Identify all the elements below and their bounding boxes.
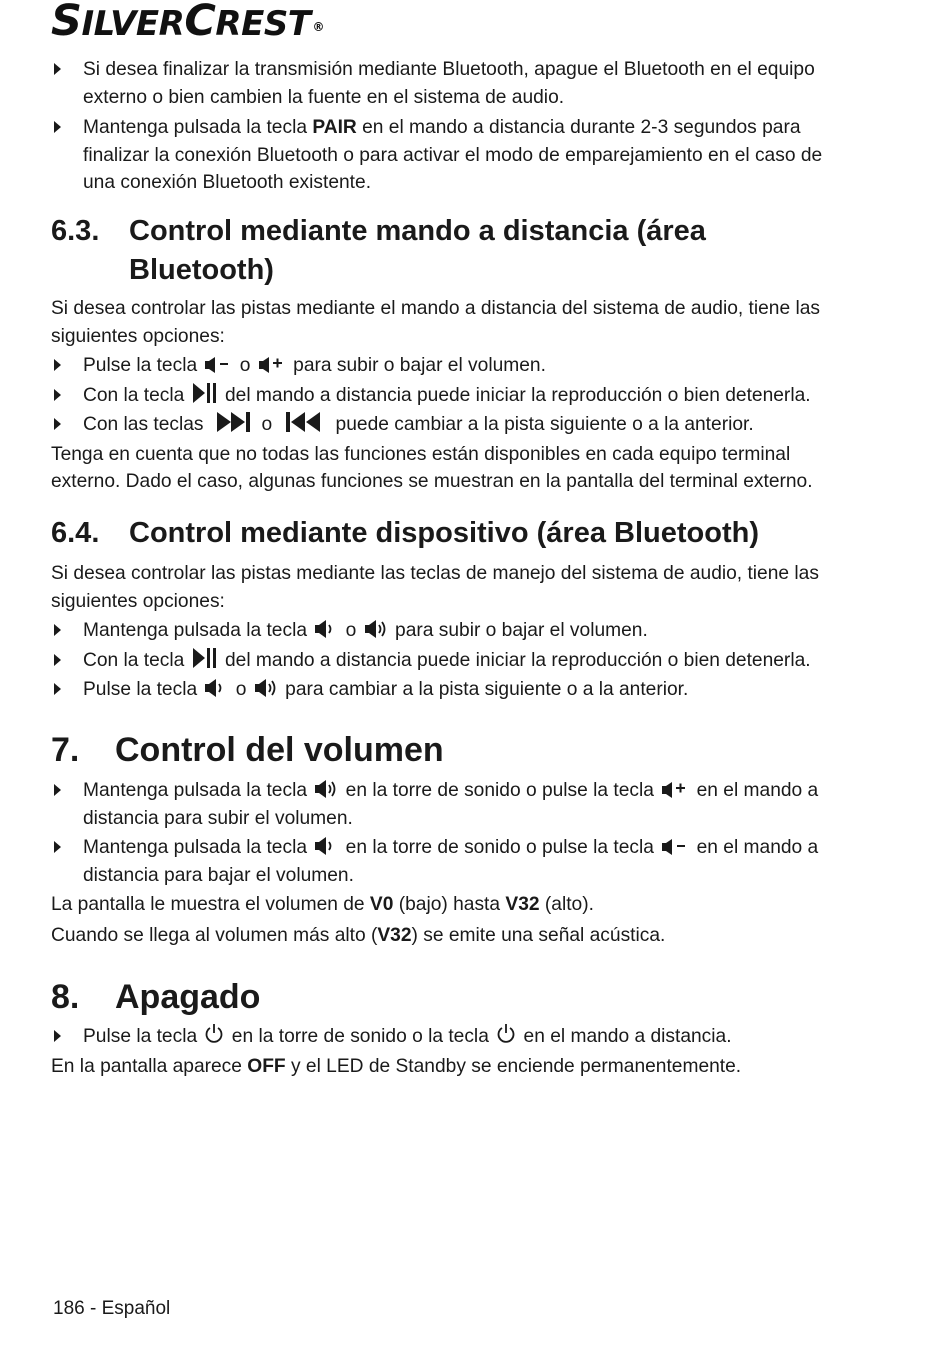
arrow-bullet-icon — [54, 1030, 61, 1042]
silvercrest-logo: SILVERCREST ® — [51, 0, 324, 46]
arrow-bullet-icon — [54, 624, 61, 636]
list-item: Con la tecla del mando a distancia puede iniciar la reproducción o bien detenerla. — [51, 647, 856, 675]
arrow-bullet-icon — [54, 359, 61, 371]
play-pause-icon — [192, 647, 218, 669]
arrow-bullet-icon — [54, 121, 61, 133]
list-item: Mantenga pulsada la tecla en la torre de sonido o pulse la tecla en el mando a distancia para bajar el volumen. — [51, 834, 856, 889]
arrow-bullet-icon — [54, 841, 61, 853]
play-pause-icon — [192, 382, 218, 404]
arrow-bullet-icon — [54, 418, 61, 430]
volume-up-icon — [661, 781, 689, 799]
paragraph: En la pantalla aparece OFF y el LED de Standby se enciende permanentemente. — [51, 1055, 742, 1077]
list-item: Mantenga pulsada la tecla en la torre de sonido o pulse la tecla en el mando a distancia para subir el volumen. — [51, 777, 856, 832]
speaker-icon — [364, 619, 388, 639]
page-number: 186 - Español — [53, 1298, 171, 1319]
paragraph: Si desea controlar las pistas mediante las teclas de manejo del sistema de audio, tiene las siguientes opciones: — [51, 563, 819, 612]
speaker-icon — [314, 836, 338, 856]
speaker-icon — [204, 678, 228, 698]
list-item: Si desea finalizar la transmisión mediante Bluetooth, apague el Bluetooth en el equipo externo o bien cambien la fuente en el sistema de audio. — [51, 56, 856, 111]
power-icon — [204, 1023, 224, 1045]
paragraph: Si desea controlar las pistas mediante el mando a distancia del sistema de audio, tiene las siguientes opciones: — [51, 298, 821, 347]
arrow-bullet-icon — [54, 683, 61, 695]
paragraph: La pantalla le muestra el volumen de V0 (bajo) hasta V32 (alto). — [51, 894, 594, 915]
list-item: Con las teclas o puede cambiar a la pista siguiente o a la anterior. — [51, 411, 856, 439]
section-heading-8: 8. Apagado — [51, 978, 261, 1016]
section-heading-6-3: 6.3. Control mediante mando a distancia (área Bluetooth) — [51, 215, 706, 286]
arrow-bullet-icon — [54, 784, 61, 796]
volume-down-icon — [204, 356, 232, 374]
list-item: Pulse la tecla o para cambiar a la pista siguiente o a la anterior. — [51, 676, 856, 704]
previous-track-icon — [285, 411, 323, 433]
list-item: Mantenga pulsada la tecla PAIR en el mando a distancia durante 2-3 segundos para finalizar la conexión Bluetooth o para activar el modo de emparejamiento en el caso de una conexión Bluetooth existente. — [51, 114, 856, 197]
section-heading-6-4: 6.4. Control mediante dispositivo (área Bluetooth) — [51, 517, 759, 549]
arrow-bullet-icon — [54, 63, 61, 75]
paragraph: Cuando se llega al volumen más alto (V32) se emite una señal acústica. — [51, 924, 666, 946]
list-item: Pulse la tecla o para subir o bajar el volumen. — [51, 352, 856, 380]
list-item: Mantenga pulsada la tecla o para subir o bajar el volumen. — [51, 617, 856, 645]
speaker-icon — [314, 619, 338, 639]
paragraph: Tenga en cuenta que no todas las funciones están disponibles en cada equipo terminal externo. Dado el caso, algunas funciones se muestran en la pantalla del terminal externo. — [51, 443, 813, 492]
section-heading-7: 7. Control del volumen — [51, 731, 444, 769]
speaker-icon — [254, 678, 278, 698]
arrow-bullet-icon — [54, 654, 61, 666]
arrow-bullet-icon — [54, 389, 61, 401]
next-track-icon — [216, 411, 254, 433]
volume-down-icon — [661, 838, 689, 856]
power-icon — [496, 1023, 516, 1045]
list-item: Pulse la tecla en la torre de sonido o la tecla en el mando a distancia. — [51, 1023, 856, 1051]
speaker-icon — [314, 779, 338, 799]
list-item: Con la tecla del mando a distancia puede iniciar la reproducción o bien detenerla. — [51, 382, 856, 410]
volume-up-icon — [258, 356, 286, 374]
